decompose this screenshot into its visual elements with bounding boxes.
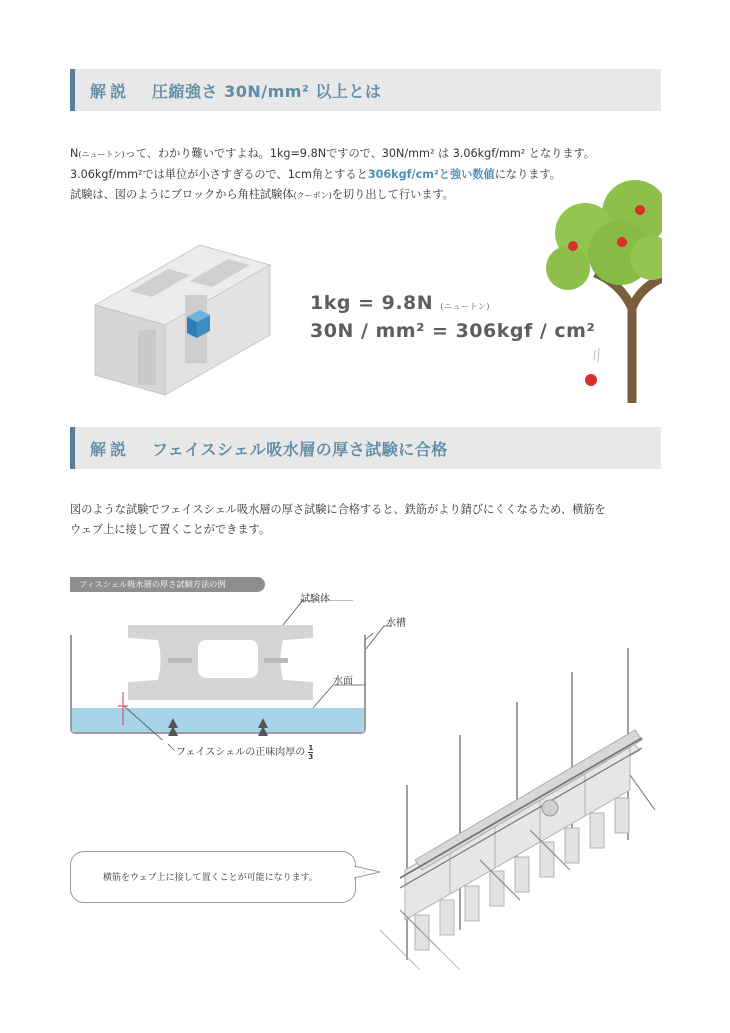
section-title: フェイスシェル吸水層の厚さ試験に合格 xyxy=(152,440,448,459)
formula-pressure: 30N / mm² = 306kgf / cm² xyxy=(310,320,596,342)
formula-kg-newton: 1kg = 9.8N (ニュートン) xyxy=(310,292,491,314)
para-line-3: 試験は、図のようにブロックから角柱試験体(クーポン)を切り出して行います。 xyxy=(70,188,454,201)
note-bubble-pointer xyxy=(354,866,382,880)
callout-specimen: 試験体 xyxy=(300,594,330,605)
callout-faceshell: フェイスシェルの正味肉厚の $\frac{1}{3}$ xyxy=(176,743,314,761)
tank-cross-section-diagram xyxy=(68,600,373,740)
section-title: 圧縮強さ 30N/mm² 以上とは xyxy=(152,82,382,101)
fraction: $\frac{1}{3}$ xyxy=(308,743,314,761)
rebar-wall-illustration xyxy=(380,630,680,970)
callout-water-surface: 水面 xyxy=(333,676,353,687)
callout-tank: 水槽 xyxy=(386,618,406,629)
section-label: 解説 xyxy=(90,440,131,459)
para-line-1: N(ニュートン)って、わかり難いですよね。1kg=9.8Nですので、30N/mm² は 3.06kgf/mm² となります。 xyxy=(70,147,596,160)
section1-paragraph xyxy=(70,144,595,206)
diagram-tag: フィスシェル吸水層の厚さ試験方法の例 xyxy=(70,577,265,592)
faceshell-leader-tail xyxy=(168,744,176,756)
section-header-1 xyxy=(70,69,661,111)
highlight-value: 306kgf/cm²と強い数値 xyxy=(367,168,495,181)
section-label: 解説 xyxy=(90,82,131,101)
section2-paragraph: 図のような試験でフェイスシェル吸水層の厚さ試験に合格すると、鉄筋がより錆びにくくなるため、横筋を ウェブ上に接して置くことができます。 xyxy=(70,503,606,536)
para-line-2: 3.06kgf/mm²では単位が小さすぎるので、1cm角とすると306kgf/cm²と強い数値になります。 xyxy=(70,168,561,181)
header-accent-bar xyxy=(70,427,75,469)
note-bubble: 横筋をウェブ上に接して置くことが可能になります。 xyxy=(70,851,356,903)
concrete-block-illustration xyxy=(90,225,275,400)
section-header-2 xyxy=(70,427,661,469)
apple-tree-illustration xyxy=(540,178,662,403)
header-accent-bar xyxy=(70,69,75,111)
